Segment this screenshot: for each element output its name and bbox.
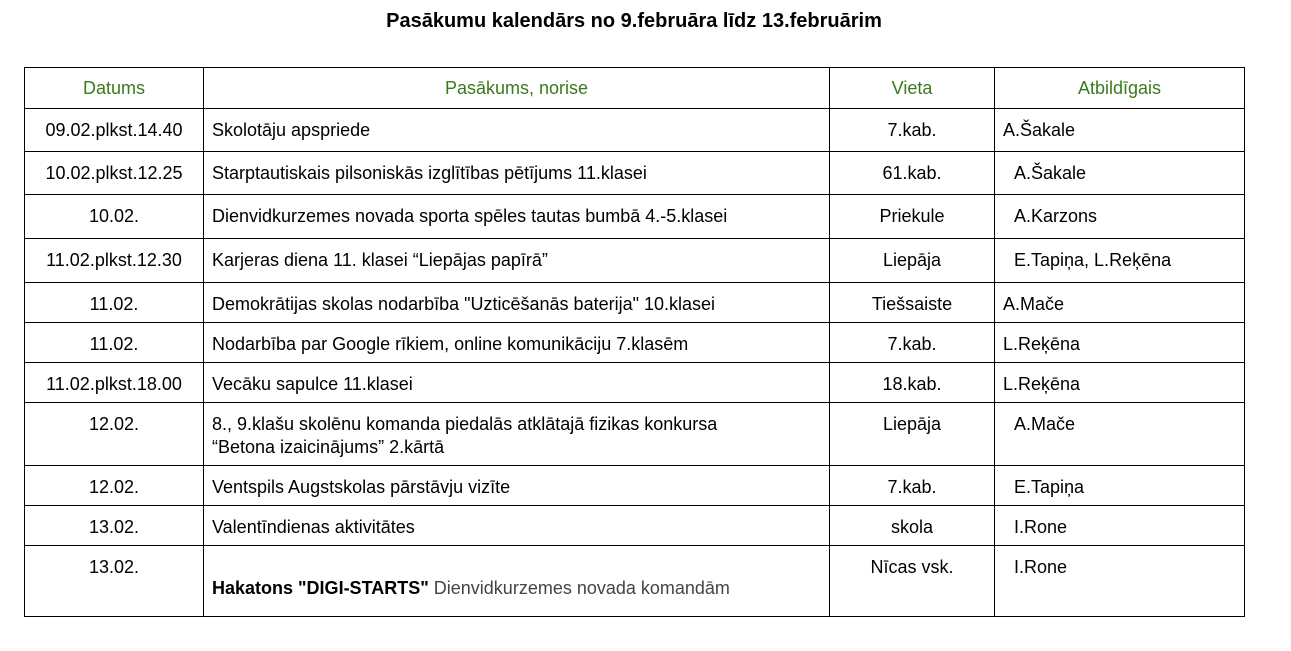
cell-date: 11.02. [25,323,204,363]
cell-place: Liepāja [830,239,995,283]
cell-event: Demokrātijas skolas nodarbība "Uzticēšanās baterija" 10.klasei [204,283,830,323]
cell-event: Ventspils Augstskolas pārstāvju vizīte [204,466,830,506]
cell-date: 13.02. [25,546,204,617]
cell-responsible: E.Tapiņa [995,466,1245,506]
header-event: Pasākums, norise [204,68,830,109]
cell-date: 11.02. [25,283,204,323]
cell-date: 11.02.plkst.18.00 [25,363,204,403]
table-row [25,466,1245,506]
cell-event: Dienvidkurzemes novada sporta spēles tautas bumbā 4.-5.klasei [204,195,830,239]
table-row [25,152,1245,195]
table-row [25,323,1245,363]
cell-place: 61.kab. [830,152,995,195]
cell-responsible: A.Karzons [995,195,1245,239]
cell-place: Nīcas vsk. [830,546,995,617]
cell-date: 12.02. [25,403,204,466]
cell-date: 10.02. [25,195,204,239]
cell-place: 7.kab. [830,323,995,363]
cell-event: Valentīndienas aktivitātes [204,506,830,546]
cell-date: 13.02. [25,506,204,546]
cell-place: 7.kab. [830,466,995,506]
table-row [25,363,1245,403]
events-table [24,67,1245,617]
table-row [25,283,1245,323]
cell-date: 12.02. [25,466,204,506]
header-responsible: Atbildīgais [995,68,1245,109]
table-row [25,109,1245,152]
cell-place: Liepāja [830,403,995,466]
cell-place: skola [830,506,995,546]
cell-date: 11.02.plkst.12.30 [25,239,204,283]
header-place: Vieta [830,68,995,109]
cell-event: Karjeras diena 11. klasei “Liepājas papīrā” [204,239,830,283]
table-row [25,239,1245,283]
cell-place: 7.kab. [830,109,995,152]
table-row [25,403,1245,466]
cell-place: 18.kab. [830,363,995,403]
cell-event: Skolotāju apspriede [204,109,830,152]
cell-responsible: A.Mače [995,403,1245,466]
event-line: “Betona izaicinājums” 2.kārtā [212,437,445,457]
cell-responsible: L.Reķēna [995,363,1245,403]
cell-responsible: I.Rone [995,506,1245,546]
cell-place: Priekule [830,195,995,239]
cell-responsible: E.Tapiņa, L.Reķēna [995,239,1245,283]
cell-event: Vecāku sapulce 11.klasei [204,363,830,403]
event-title-bold: Hakatons "DIGI-STARTS" [212,578,429,598]
event-line: 8., 9.klašu skolēnu komanda piedalās atklātajā fizikas konkursa [212,414,718,434]
cell-place: Tiešsaiste [830,283,995,323]
cell-date: 10.02.plkst.12.25 [25,152,204,195]
cell-event [204,546,830,617]
table-row [25,546,1245,617]
cell-responsible: I.Rone [995,546,1245,617]
cell-event: Starptautiskais pilsoniskās izglītības pētījums 11.klasei [204,152,830,195]
cell-responsible: A.Mače [995,283,1245,323]
header-date: Datums [25,68,204,109]
table-row [25,195,1245,239]
cell-event [204,403,830,466]
page-title: Pasākumu kalendārs no 9.februāra līdz 13.februārim [386,10,882,32]
cell-event: Nodarbība par Google rīkiem, online komunikāciju 7.klasēm [204,323,830,363]
table-header-row [25,68,1245,109]
table-row [25,506,1245,546]
cell-responsible: A.Šakale [995,109,1245,152]
cell-date: 09.02.plkst.14.40 [25,109,204,152]
cell-responsible: A.Šakale [995,152,1245,195]
cell-responsible: L.Reķēna [995,323,1245,363]
event-title-rest: Dienvidkurzemes novada komandām [433,578,730,598]
